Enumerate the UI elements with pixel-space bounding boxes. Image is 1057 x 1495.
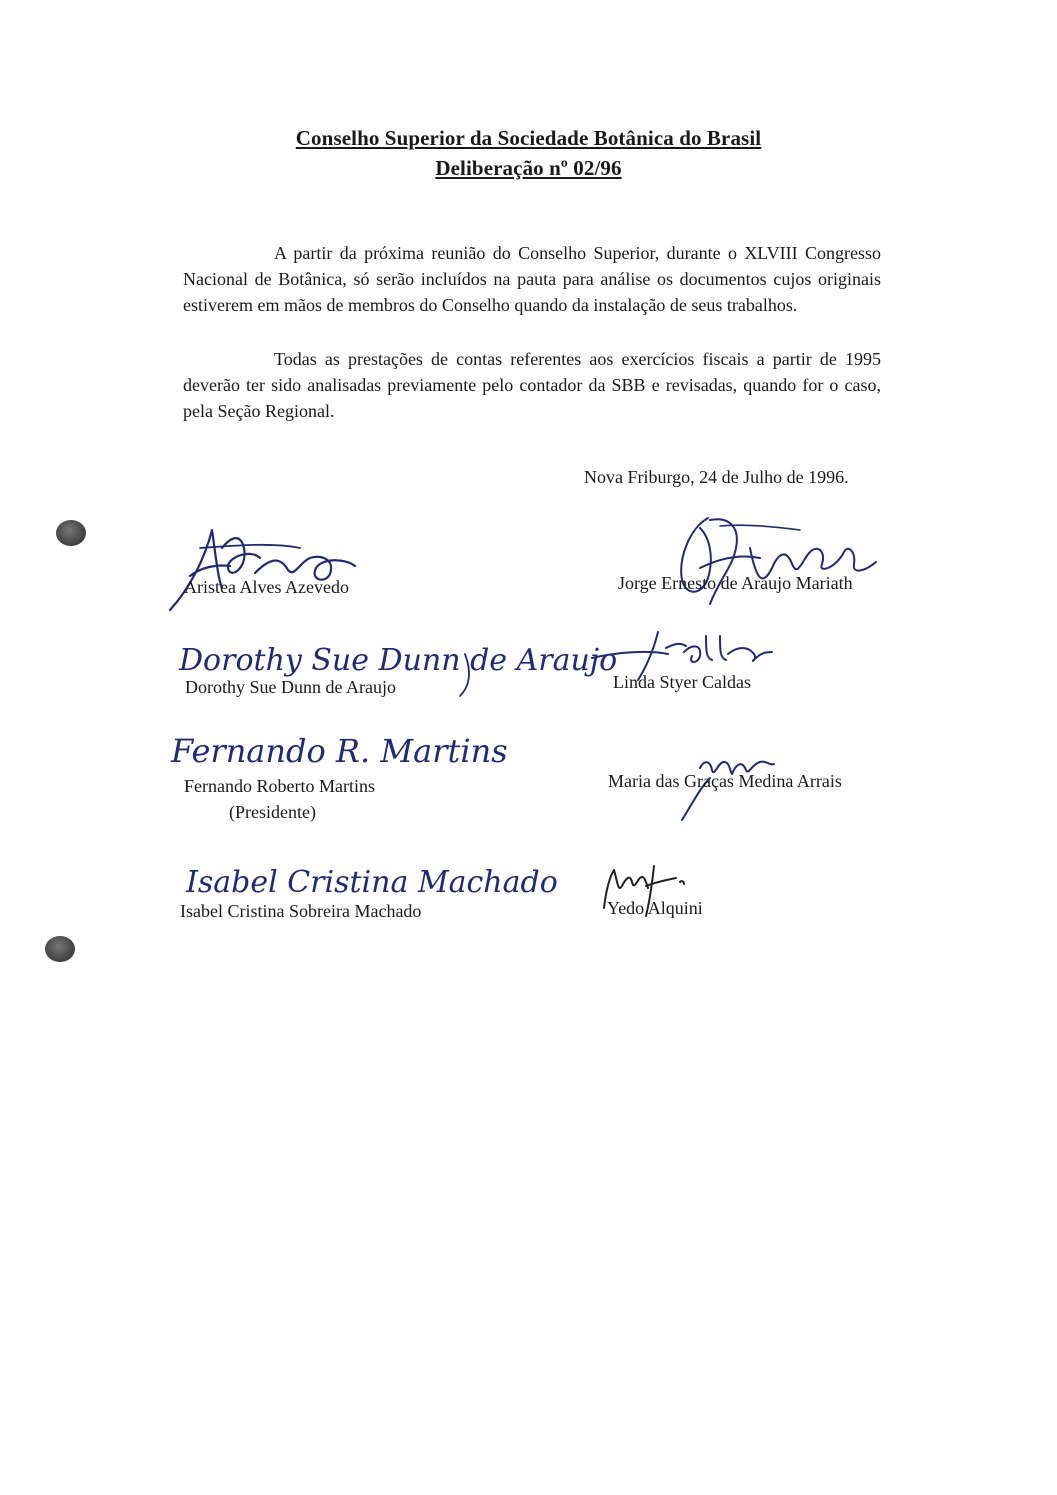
signatory-name-jorge: Jorge Ernesto de Araujo Mariath bbox=[618, 573, 853, 593]
signatory-name-dorothy: Dorothy Sue Dunn de Araujo bbox=[185, 677, 396, 697]
signatory-name-linda: Linda Styer Caldas bbox=[613, 672, 751, 692]
signatory-role-presidente: (Presidente) bbox=[229, 802, 316, 822]
signatory-name-maria: Maria das Graças Medina Arrais bbox=[608, 771, 842, 791]
signature-dorothy-text: Dorothy Sue Dunn de Araujo bbox=[179, 643, 618, 678]
place-date-line: Nova Friburgo, 24 de Julho de 1996. bbox=[584, 467, 849, 487]
signature-isabel-text: Isabel Cristina Machado bbox=[186, 865, 558, 900]
signature-fernando bbox=[165, 722, 508, 782]
deliberation-number: Deliberação nº 02/96 bbox=[435, 156, 622, 180]
body-paragraph-1: A partir da próxima reunião do Conselho Superior, durante o XLVIII Congresso Nacional de Botânica, só serão incluídos na pauta para análise os documentos cujos originais estiverem em mãos de membros do Conselho quando da instalação de seus trabalhos. bbox=[183, 243, 881, 315]
body-paragraph-2: Todas as prestações de contas referentes aos exercícios fiscais a partir de 1995 deverão ter sido analisadas previamente pelo contador da SBB e revisadas, quando for o caso, pela Seção Regional. bbox=[183, 349, 881, 421]
signature-fernando-text: Fernando R. Martins bbox=[171, 732, 508, 770]
punch-hole-top bbox=[56, 520, 86, 546]
signatory-name-fernando: Fernando Roberto Martins bbox=[184, 776, 375, 796]
signature-aristea bbox=[160, 518, 380, 618]
signatory-name-yedo: Yedo Alquini bbox=[607, 898, 703, 918]
document-title: Conselho Superior da Sociedade Botânica do Brasil bbox=[295, 126, 762, 150]
punch-hole-bottom bbox=[45, 936, 75, 962]
signature-jorge bbox=[650, 508, 890, 628]
signatory-name-aristea: Aristea Alves Azevedo bbox=[184, 577, 349, 597]
signatory-name-isabel: Isabel Cristina Sobreira Machado bbox=[180, 901, 422, 921]
